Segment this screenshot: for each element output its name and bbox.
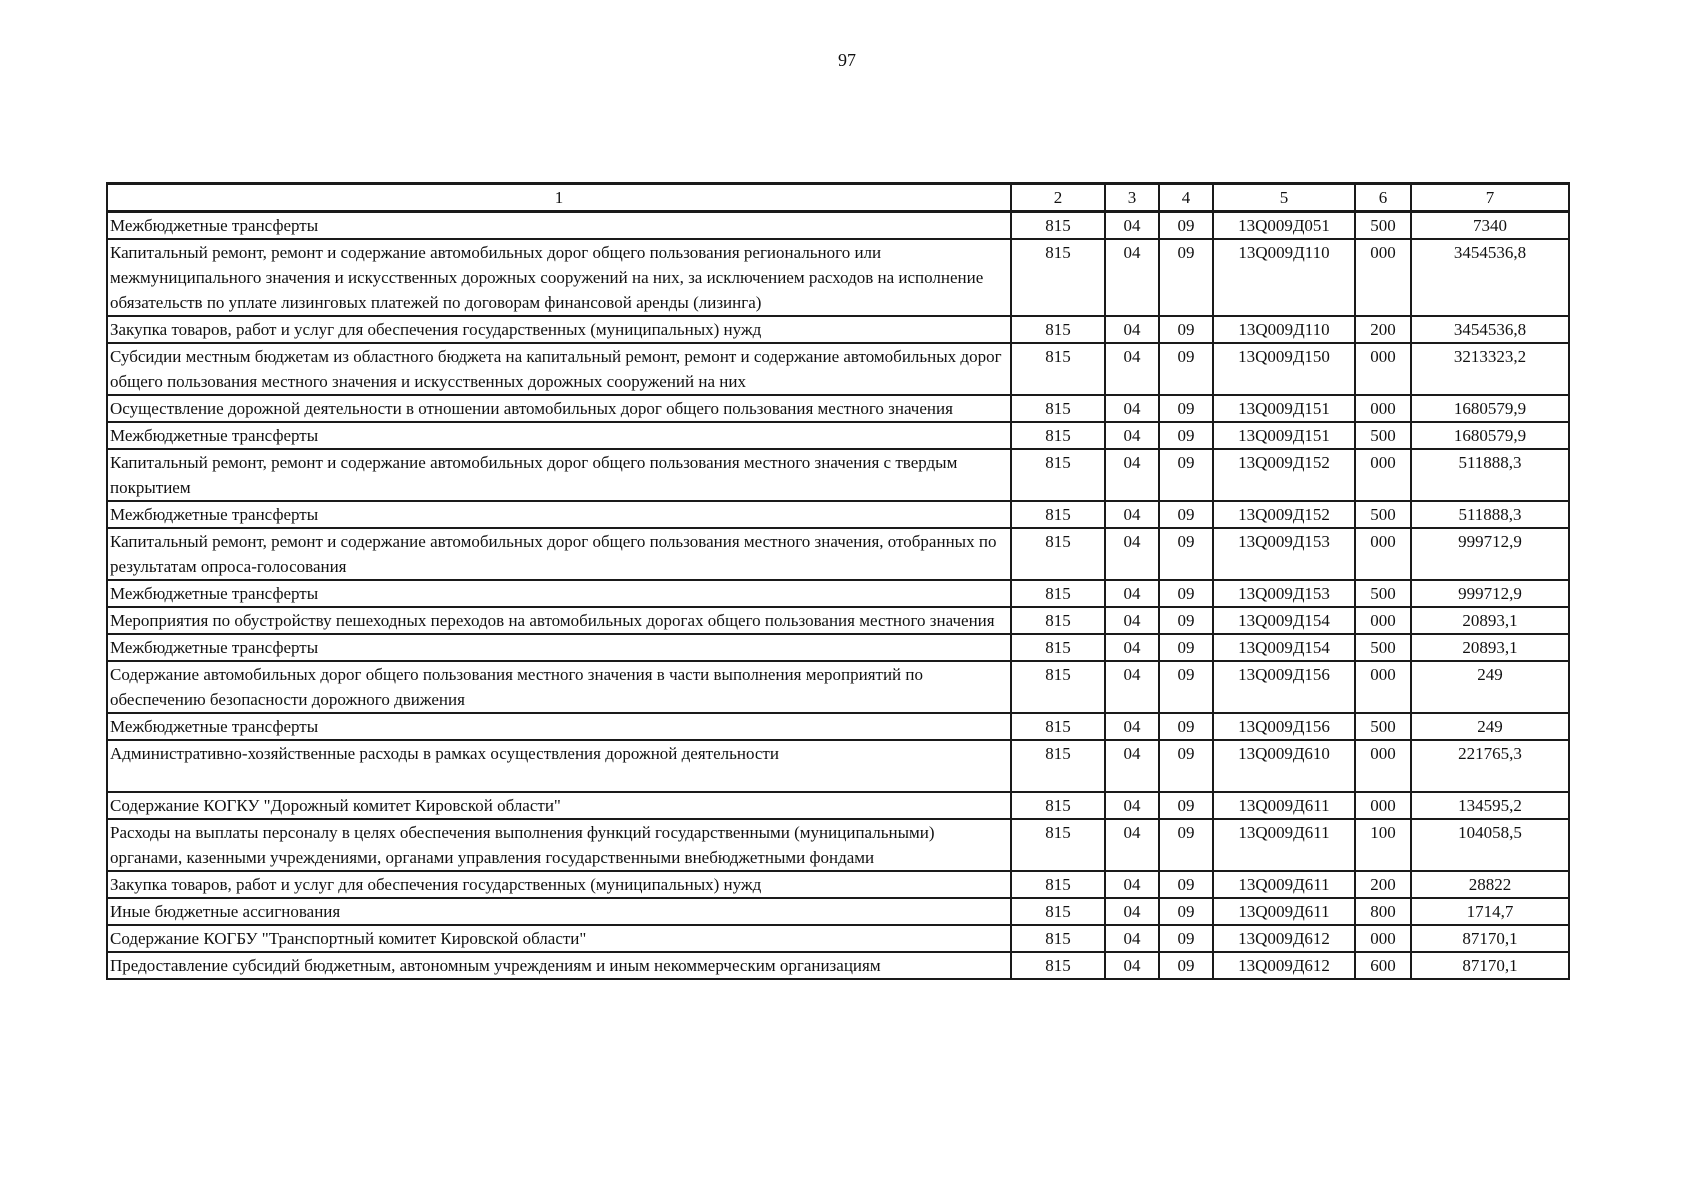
code-ministry-cell: 815 (1011, 343, 1105, 395)
header-col-1: 1 (107, 184, 1011, 212)
code-target-cell: 13Q009Д153 (1213, 528, 1355, 580)
code-ministry-cell: 815 (1011, 871, 1105, 898)
code-section-cell: 04 (1105, 316, 1159, 343)
code-expense-type-cell: 500 (1355, 634, 1411, 661)
code-expense-type-cell: 600 (1355, 952, 1411, 979)
header-col-7: 7 (1411, 184, 1569, 212)
amount-cell: 249 (1411, 661, 1569, 713)
code-section-cell: 04 (1105, 819, 1159, 871)
row-title-cell: Межбюджетные трансферты (107, 634, 1011, 661)
code-section-cell: 04 (1105, 239, 1159, 316)
code-section-cell: 04 (1105, 792, 1159, 819)
code-subsection-cell: 09 (1159, 792, 1213, 819)
code-section-cell: 04 (1105, 634, 1159, 661)
header-col-2: 2 (1011, 184, 1105, 212)
code-target-cell: 13Q009Д151 (1213, 422, 1355, 449)
code-section-cell: 04 (1105, 528, 1159, 580)
amount-cell: 249 (1411, 713, 1569, 740)
table-row (107, 740, 1569, 792)
code-subsection-cell: 09 (1159, 395, 1213, 422)
amount-cell: 1680579,9 (1411, 395, 1569, 422)
code-ministry-cell: 815 (1011, 819, 1105, 871)
header-col-3: 3 (1105, 184, 1159, 212)
table-row (107, 713, 1569, 740)
code-target-cell: 13Q009Д611 (1213, 819, 1355, 871)
code-expense-type-cell: 500 (1355, 501, 1411, 528)
code-section-cell: 04 (1105, 607, 1159, 634)
code-target-cell: 13Q009Д612 (1213, 925, 1355, 952)
code-ministry-cell: 815 (1011, 212, 1105, 240)
code-expense-type-cell: 000 (1355, 607, 1411, 634)
code-target-cell: 13Q009Д051 (1213, 212, 1355, 240)
code-subsection-cell: 09 (1159, 316, 1213, 343)
code-target-cell: 13Q009Д110 (1213, 316, 1355, 343)
table-row (107, 316, 1569, 343)
code-subsection-cell: 09 (1159, 634, 1213, 661)
code-ministry-cell: 815 (1011, 898, 1105, 925)
table-row (107, 925, 1569, 952)
budget-table (106, 182, 1570, 980)
code-subsection-cell: 09 (1159, 212, 1213, 240)
row-title-cell: Расходы на выплаты персоналу в целях обеспечения выполнения функций государственными (муниципальными) органами, казенными учреждениями, органами управления государственными внебюджетными фондами (107, 819, 1011, 871)
code-section-cell: 04 (1105, 898, 1159, 925)
header-row (107, 184, 1569, 212)
code-expense-type-cell: 000 (1355, 661, 1411, 713)
row-title-cell: Капитальный ремонт, ремонт и содержание автомобильных дорог общего пользования местного значения, отобранных по результатам опроса-голосования (107, 528, 1011, 580)
amount-cell: 3454536,8 (1411, 239, 1569, 316)
code-expense-type-cell: 000 (1355, 740, 1411, 792)
code-subsection-cell: 09 (1159, 580, 1213, 607)
code-section-cell: 04 (1105, 449, 1159, 501)
code-subsection-cell: 09 (1159, 501, 1213, 528)
code-ministry-cell: 815 (1011, 528, 1105, 580)
code-section-cell: 04 (1105, 925, 1159, 952)
code-expense-type-cell: 000 (1355, 449, 1411, 501)
code-ministry-cell: 815 (1011, 395, 1105, 422)
row-title-cell: Межбюджетные трансферты (107, 713, 1011, 740)
row-title-cell: Капитальный ремонт, ремонт и содержание автомобильных дорог общего пользования местного значения с твердым покрытием (107, 449, 1011, 501)
table-row (107, 528, 1569, 580)
code-subsection-cell: 09 (1159, 819, 1213, 871)
amount-cell: 20893,1 (1411, 634, 1569, 661)
code-target-cell: 13Q009Д154 (1213, 634, 1355, 661)
row-title-cell: Закупка товаров, работ и услуг для обеспечения государственных (муниципальных) нужд (107, 871, 1011, 898)
code-subsection-cell: 09 (1159, 343, 1213, 395)
row-title-cell: Иные бюджетные ассигнования (107, 898, 1011, 925)
code-ministry-cell: 815 (1011, 792, 1105, 819)
code-target-cell: 13Q009Д610 (1213, 740, 1355, 792)
code-target-cell: 13Q009Д156 (1213, 661, 1355, 713)
code-expense-type-cell: 000 (1355, 239, 1411, 316)
amount-cell: 511888,3 (1411, 501, 1569, 528)
code-subsection-cell: 09 (1159, 661, 1213, 713)
amount-cell: 134595,2 (1411, 792, 1569, 819)
code-section-cell: 04 (1105, 713, 1159, 740)
code-expense-type-cell: 200 (1355, 316, 1411, 343)
code-target-cell: 13Q009Д611 (1213, 898, 1355, 925)
table-row (107, 395, 1569, 422)
table-row (107, 952, 1569, 979)
code-subsection-cell: 09 (1159, 422, 1213, 449)
code-expense-type-cell: 500 (1355, 212, 1411, 240)
code-target-cell: 13Q009Д612 (1213, 952, 1355, 979)
code-target-cell: 13Q009Д611 (1213, 792, 1355, 819)
code-expense-type-cell: 000 (1355, 343, 1411, 395)
table-body (107, 212, 1569, 980)
code-section-cell: 04 (1105, 501, 1159, 528)
row-title-cell: Закупка товаров, работ и услуг для обеспечения государственных (муниципальных) нужд (107, 316, 1011, 343)
table-row (107, 898, 1569, 925)
code-ministry-cell: 815 (1011, 925, 1105, 952)
table-row (107, 580, 1569, 607)
code-target-cell: 13Q009Д156 (1213, 713, 1355, 740)
amount-cell: 3213323,2 (1411, 343, 1569, 395)
amount-cell: 511888,3 (1411, 449, 1569, 501)
code-ministry-cell: 815 (1011, 316, 1105, 343)
row-title-cell: Межбюджетные трансферты (107, 580, 1011, 607)
code-expense-type-cell: 000 (1355, 528, 1411, 580)
code-subsection-cell: 09 (1159, 925, 1213, 952)
code-ministry-cell: 815 (1011, 501, 1105, 528)
code-expense-type-cell: 500 (1355, 580, 1411, 607)
code-expense-type-cell: 500 (1355, 422, 1411, 449)
row-title-cell: Субсидии местным бюджетам из областного бюджета на капитальный ремонт, ремонт и содержание автомобильных дорог общего пользования местного значения и искусственных дорожных сооружений на них (107, 343, 1011, 395)
header-col-6: 6 (1355, 184, 1411, 212)
code-target-cell: 13Q009Д152 (1213, 449, 1355, 501)
table-row (107, 501, 1569, 528)
amount-cell: 87170,1 (1411, 925, 1569, 952)
code-section-cell: 04 (1105, 740, 1159, 792)
code-expense-type-cell: 100 (1355, 819, 1411, 871)
amount-cell: 28822 (1411, 871, 1569, 898)
code-expense-type-cell: 000 (1355, 925, 1411, 952)
amount-cell: 3454536,8 (1411, 316, 1569, 343)
code-target-cell: 13Q009Д152 (1213, 501, 1355, 528)
code-expense-type-cell: 200 (1355, 871, 1411, 898)
table-row (107, 819, 1569, 871)
code-ministry-cell: 815 (1011, 634, 1105, 661)
amount-cell: 999712,9 (1411, 528, 1569, 580)
table-row (107, 661, 1569, 713)
code-subsection-cell: 09 (1159, 898, 1213, 925)
table-row (107, 607, 1569, 634)
code-subsection-cell: 09 (1159, 871, 1213, 898)
amount-cell: 20893,1 (1411, 607, 1569, 634)
table-row (107, 871, 1569, 898)
code-expense-type-cell: 500 (1355, 713, 1411, 740)
code-ministry-cell: 815 (1011, 713, 1105, 740)
amount-cell: 87170,1 (1411, 952, 1569, 979)
amount-cell: 7340 (1411, 212, 1569, 240)
code-ministry-cell: 815 (1011, 580, 1105, 607)
code-ministry-cell: 815 (1011, 740, 1105, 792)
row-title-cell: Межбюджетные трансферты (107, 212, 1011, 240)
amount-cell: 1714,7 (1411, 898, 1569, 925)
code-ministry-cell: 815 (1011, 449, 1105, 501)
code-ministry-cell: 815 (1011, 422, 1105, 449)
page-number: 97 (838, 50, 856, 70)
row-title-cell: Межбюджетные трансферты (107, 501, 1011, 528)
code-expense-type-cell: 000 (1355, 395, 1411, 422)
code-ministry-cell: 815 (1011, 607, 1105, 634)
amount-cell: 104058,5 (1411, 819, 1569, 871)
row-title-cell: Содержание КОГБУ "Транспортный комитет Кировской области" (107, 925, 1011, 952)
table-row (107, 634, 1569, 661)
code-subsection-cell: 09 (1159, 239, 1213, 316)
code-subsection-cell: 09 (1159, 713, 1213, 740)
code-section-cell: 04 (1105, 422, 1159, 449)
header-col-5: 5 (1213, 184, 1355, 212)
table-row (107, 422, 1569, 449)
row-title-cell: Капитальный ремонт, ремонт и содержание автомобильных дорог общего пользования регионального или межмуниципального значения и искусственных дорожных сооружений на них, за исключением расходов на исполнение обязательств по уплате лизинговых платежей по договорам финансовой аренды (лизинга) (107, 239, 1011, 316)
code-subsection-cell: 09 (1159, 607, 1213, 634)
code-subsection-cell: 09 (1159, 449, 1213, 501)
table-row (107, 239, 1569, 316)
table-row (107, 212, 1569, 240)
row-title-cell: Осуществление дорожной деятельности в отношении автомобильных дорог общего пользования местного значения (107, 395, 1011, 422)
code-ministry-cell: 815 (1011, 661, 1105, 713)
table-row (107, 792, 1569, 819)
code-section-cell: 04 (1105, 395, 1159, 422)
code-subsection-cell: 09 (1159, 952, 1213, 979)
amount-cell: 1680579,9 (1411, 422, 1569, 449)
row-title-cell: Предоставление субсидий бюджетным, автономным учреждениям и иным некоммерческим организациям (107, 952, 1011, 979)
code-expense-type-cell: 000 (1355, 792, 1411, 819)
code-ministry-cell: 815 (1011, 952, 1105, 979)
amount-cell: 221765,3 (1411, 740, 1569, 792)
code-section-cell: 04 (1105, 661, 1159, 713)
code-target-cell: 13Q009Д611 (1213, 871, 1355, 898)
row-title-cell: Межбюджетные трансферты (107, 422, 1011, 449)
code-section-cell: 04 (1105, 952, 1159, 979)
row-title-cell: Административно-хозяйственные расходы в рамках осуществления дорожной деятельности (107, 740, 1011, 792)
code-target-cell: 13Q009Д154 (1213, 607, 1355, 634)
row-title-cell: Содержание автомобильных дорог общего пользования местного значения в части выполнения мероприятий по обеспечению безопасности дорожного движения (107, 661, 1011, 713)
row-title-cell: Мероприятия по обустройству пешеходных переходов на автомобильных дорогах общего пользования местного значения (107, 607, 1011, 634)
amount-cell: 999712,9 (1411, 580, 1569, 607)
code-target-cell: 13Q009Д153 (1213, 580, 1355, 607)
code-target-cell: 13Q009Д151 (1213, 395, 1355, 422)
code-subsection-cell: 09 (1159, 740, 1213, 792)
header-col-4: 4 (1159, 184, 1213, 212)
code-target-cell: 13Q009Д110 (1213, 239, 1355, 316)
code-subsection-cell: 09 (1159, 528, 1213, 580)
code-section-cell: 04 (1105, 871, 1159, 898)
code-expense-type-cell: 800 (1355, 898, 1411, 925)
row-title-cell: Содержание КОГКУ "Дорожный комитет Кировской области" (107, 792, 1011, 819)
code-target-cell: 13Q009Д150 (1213, 343, 1355, 395)
code-ministry-cell: 815 (1011, 239, 1105, 316)
table-row (107, 343, 1569, 395)
table-row (107, 449, 1569, 501)
code-section-cell: 04 (1105, 212, 1159, 240)
code-section-cell: 04 (1105, 343, 1159, 395)
code-section-cell: 04 (1105, 580, 1159, 607)
